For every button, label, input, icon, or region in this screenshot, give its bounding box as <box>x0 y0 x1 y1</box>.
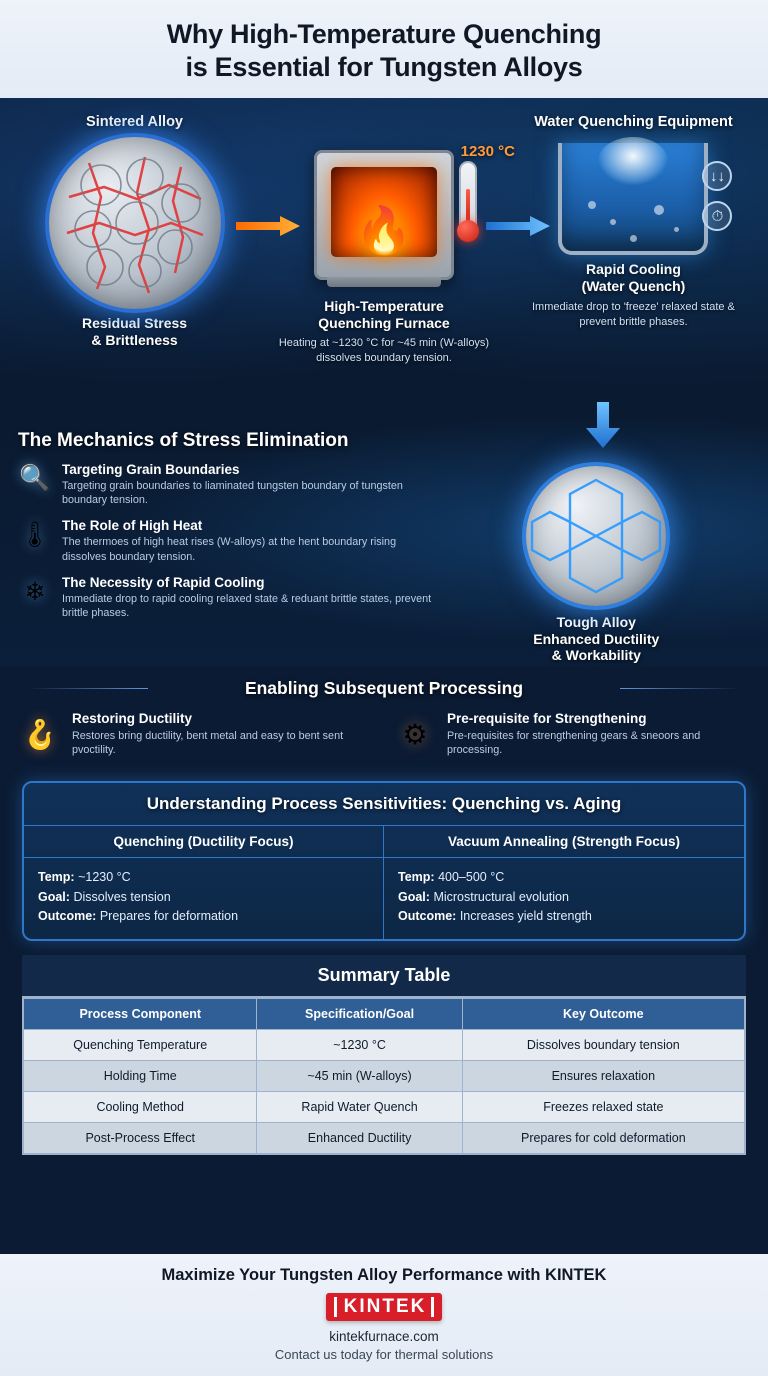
mechanics-heading: The Mechanics of Stress Elimination <box>18 429 349 451</box>
footer-website-link[interactable]: kintekfurnace.com <box>329 1329 439 1344</box>
table-cell: Freezes relaxed state <box>462 1091 745 1122</box>
step1-caption: Residual Stress & Brittleness <box>82 315 188 349</box>
comparison-title: Understanding Process Sensitivities: Quenching vs. Aging <box>24 783 744 826</box>
table-cell: Rapid Water Quench <box>257 1091 462 1122</box>
enabling-item-desc: Pre-requisites for strengthening gears & sneoors and processing. <box>447 729 701 757</box>
comparison-section <box>0 771 768 946</box>
comparison-row-label: Temp: <box>38 870 75 885</box>
summary-section <box>0 947 768 1165</box>
snowflake-icon: ❄ <box>24 577 46 606</box>
comparison-row-value: Increases yield strength <box>459 909 592 924</box>
tough-alloy-result <box>443 462 750 664</box>
table-cell: Post-Process Effect <box>23 1122 257 1154</box>
page-footer <box>0 1254 768 1376</box>
table-cell: Holding Time <box>23 1060 257 1091</box>
arrow-right-blue-icon <box>486 216 550 236</box>
enabling-heading: Enabling Subsequent Processing <box>18 678 750 699</box>
process-flow-section <box>0 98 768 416</box>
comparison-column-header: Vacuum Annealing (Strength Focus) <box>447 834 681 850</box>
table-cell: Quenching Temperature <box>23 1029 257 1060</box>
furnace-temperature-label: 1230 °C <box>460 142 515 160</box>
comparison-row-label: Goal: <box>398 889 430 904</box>
process-step-sintered-alloy <box>10 114 259 349</box>
table-row <box>23 1060 745 1091</box>
mechanics-section <box>0 416 768 666</box>
table-row <box>23 1091 745 1122</box>
arrow-right-orange-icon <box>236 216 300 236</box>
comparison-row-label: Outcome: <box>38 909 97 924</box>
flame-icon: 🔥 <box>355 203 413 256</box>
footer-headline: Maximize Your Tungsten Alloy Performance with KINTEK <box>161 1266 607 1284</box>
page-title <box>24 18 744 84</box>
comparison-row-value: Prepares for deformation <box>99 909 239 924</box>
comparison-row-label: Temp: <box>398 870 435 885</box>
mechanics-item-desc: Immediate drop to rapid cooling relaxed state & reduant brittle states, prevent brittle phases. <box>62 592 432 620</box>
step1-title: Sintered Alloy <box>86 113 184 130</box>
comparison-row-value: ~1230 °C <box>78 870 131 885</box>
page-title-line1: Why High-Temperature Quenching <box>166 19 602 49</box>
mechanics-item-title: The Role of High Heat <box>62 518 203 534</box>
enabling-item-title: Pre-requisite for Strengthening <box>447 710 647 726</box>
enabling-item-title: Restoring Ductility <box>72 710 193 726</box>
table-cell: Ensures relaxation <box>462 1060 745 1091</box>
page-header <box>0 0 768 98</box>
mechanics-item-desc: Targeting grain boundaries to liaminated tungsten boundary of tungsten boundary tension. <box>62 479 403 507</box>
sintered-alloy-sphere-icon <box>49 137 221 309</box>
table-cell: Cooling Method <box>23 1091 257 1122</box>
table-cell: Enhanced Ductility <box>257 1122 462 1154</box>
table-cell: Prepares for cold deformation <box>462 1122 745 1154</box>
arrow-down-blue-icon <box>586 402 620 448</box>
clock-icon: ⏱ <box>702 201 732 231</box>
enabling-item <box>18 711 375 758</box>
comparison-row-label: Goal: <box>38 889 70 904</box>
table-cell: ~1230 °C <box>257 1029 462 1060</box>
page-title-line2: is Essential for Tungsten Alloys <box>185 51 583 82</box>
comparison-row-value: Dissolves tension <box>73 889 171 904</box>
mechanics-item-title: The Necessity of Rapid Cooling <box>62 574 265 590</box>
table-column-header: Process Component <box>23 998 257 1030</box>
furnace-icon <box>314 142 515 280</box>
footer-cta-text: Contact us today for thermal solutions <box>274 1347 494 1362</box>
comparison-column-annealing <box>384 858 744 938</box>
comparison-row-value: Microstructural evolution <box>433 889 569 904</box>
comparison-row-value: 400–500 °C <box>438 870 505 885</box>
temperature-drop-icon: ↓↓ <box>702 161 732 191</box>
summary-table <box>22 955 746 1155</box>
thermometer-icon: 🌡 <box>19 520 51 549</box>
step3-description: Immediate drop to 'freeze' relaxed state & prevent brittle phases. <box>531 300 735 328</box>
mechanics-item-desc: The thermoes of high heat rises (W-alloys) at the hent boundary rising dissolves boundary tension. <box>62 536 397 563</box>
enabling-item-desc: Restores bring ductility, bent metal and easy to bent sent pvoctility. <box>72 729 344 757</box>
enabling-section <box>0 666 768 772</box>
mechanics-item-title: Targeting Grain Boundaries <box>62 461 240 477</box>
step3-caption: Rapid Cooling (Water Quench) <box>581 261 686 295</box>
water-quench-tank-icon <box>558 143 725 255</box>
step2-description: Heating at ~1230 °C for ~45 min (W-alloys) dissolves boundary tension. <box>278 337 490 365</box>
table-cell: Dissolves boundary tension <box>462 1029 745 1060</box>
kintek-logo: KINTEK <box>326 1293 443 1321</box>
table-header-row <box>23 998 745 1030</box>
table-column-header: Specification/Goal <box>257 998 462 1030</box>
comparison-column-quenching <box>24 858 384 938</box>
mechanics-item <box>18 575 443 621</box>
mechanics-item <box>18 462 443 508</box>
table-cell: ~45 min (W-alloys) <box>257 1060 462 1091</box>
tough-alloy-sphere-icon <box>526 466 666 606</box>
process-step-furnace <box>259 114 515 366</box>
mechanics-list <box>18 462 443 664</box>
magnifier-icon: 🔍 <box>19 464 51 493</box>
comparison-column-header: Quenching (Ductility Focus) <box>24 826 384 857</box>
table-row <box>23 1029 745 1060</box>
comparison-row-label: Outcome: <box>398 909 457 924</box>
bent-metal-icon: 🪝 <box>22 718 58 750</box>
step2-title: High-Temperature Quenching Furnace <box>318 297 450 331</box>
table-row <box>23 1122 745 1154</box>
summary-table-caption: Summary Table <box>22 955 746 997</box>
step3-title: Water Quenching Equipment <box>534 113 733 130</box>
enabling-item <box>393 711 750 758</box>
mechanics-item <box>18 518 443 564</box>
table-column-header: Key Outcome <box>462 998 745 1030</box>
tough-alloy-caption: Tough Alloy Enhanced Ductility & Workability <box>533 613 660 664</box>
gears-arrow-icon: ⚙ <box>402 718 428 750</box>
thermometer-icon <box>459 161 477 235</box>
